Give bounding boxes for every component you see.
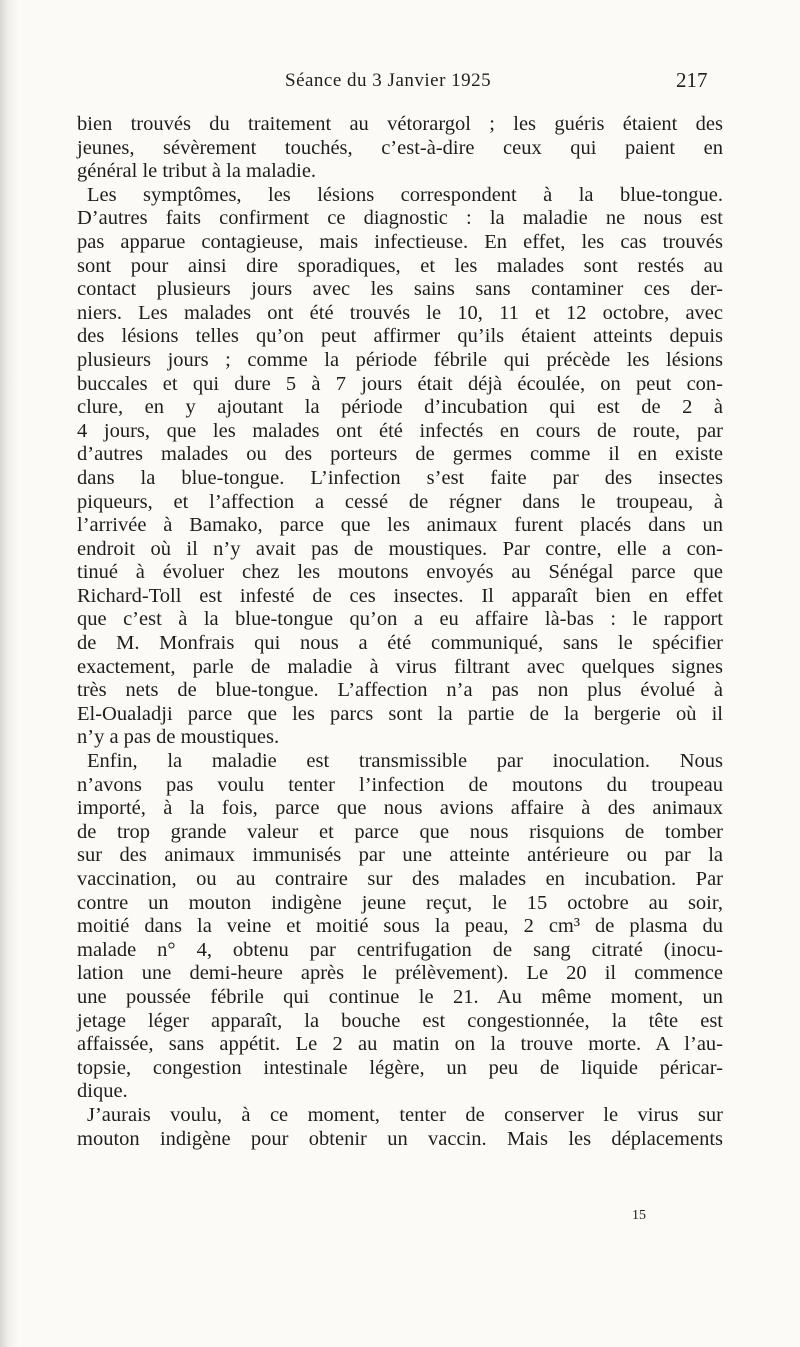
- text-line: endroit où il n’y avait pas de moustiques. Par contre, elle a con-: [77, 537, 723, 560]
- text-line: plusieurs jours ; comme la période fébrile qui précède les lésions: [77, 348, 723, 371]
- text-line: dique.: [77, 1080, 128, 1103]
- running-head: [0, 68, 800, 98]
- text-line: 4 jours, que les malades ont été infectés en cours de route, par: [77, 419, 723, 442]
- text-line: D’autres faits confirment ce diagnostic : la maladie ne nous est: [77, 207, 723, 230]
- text-line: tinué à évoluer chez les moutons envoyés au Sénégal parce que: [77, 561, 723, 584]
- text-line: de trop grande valeur et parce que nous risquions de tomber: [77, 820, 723, 843]
- text-line: Les symptômes, les lésions correspondent à la blue-tongue.: [87, 183, 723, 206]
- page-number: 217: [676, 68, 708, 92]
- text-line: niers. Les malades ont été trouvés le 10, 11 et 12 octobre, avec: [77, 301, 723, 324]
- text-line: d’autres malades ou des porteurs de germes comme il en existe: [77, 443, 723, 466]
- text-line: lation une demi-heure après le prélèvement). Le 20 il commence: [77, 962, 723, 985]
- text-line: jeunes, sévèrement touchés, c’est-à-dire ceux qui paient en: [77, 136, 723, 159]
- text-line: Enfin, la maladie est transmissible par inoculation. Nous: [87, 750, 723, 773]
- text-line: très nets de blue-tongue. L’affection n’a pas non plus évolué à: [77, 679, 723, 702]
- text-line: l’arrivée à Bamako, parce que les animaux furent placés dans un: [77, 514, 723, 537]
- text-line: El-Oualadji parce que les parcs sont la partie de la bergerie où il: [77, 702, 723, 725]
- text-line: de M. Monfrais qui nous a été communiqué, sans le spécifier: [77, 632, 723, 655]
- text-line: que c’est à la blue-tongue qu’on a eu affaire là-bas : le rapport: [77, 608, 723, 631]
- text-line: une poussée fébrile qui continue le 21. Au même moment, un: [77, 985, 723, 1008]
- text-line: contre un mouton indigène jeune reçut, le 15 octobre au soir,: [77, 891, 723, 914]
- text-line: malade n° 4, obtenu par centrifugation de sang citraté (inocu-: [77, 938, 723, 961]
- text-line: sont pour ainsi dire sporadiques, et les malades sont restés au: [77, 254, 723, 277]
- text-line: n’y a pas de moustiques.: [77, 726, 280, 749]
- text-line: importé, à la fois, parce que nous avions affaire à des animaux: [77, 797, 723, 820]
- text-line: contact plusieurs jours avec les sains sans contaminer ces der-: [77, 278, 723, 301]
- text-line: J’aurais voulu, à ce moment, tenter de conserver le virus sur: [87, 1103, 723, 1126]
- text-line: des lésions telles qu’on peut affirmer qu’ils étaient atteints depuis: [77, 325, 723, 348]
- signature-mark: 15: [632, 1208, 646, 1223]
- text-line: pas apparue contagieuse, mais infectieuse. En effet, les cas trouvés: [77, 230, 723, 253]
- text-line: bien trouvés du traitement au vétorargol ; les guéris étaient des: [77, 113, 723, 135]
- text-line: n’avons pas voulu tenter l’infection de moutons du troupeau: [77, 773, 723, 796]
- text-line: exactement, parle de maladie à virus filtrant avec quelques signes: [77, 655, 723, 678]
- text-line: sur des animaux immunisés par une atteinte antérieure ou par la: [77, 844, 723, 867]
- text-line: jetage léger apparaît, la bouche est congestionnée, la tête est: [77, 1009, 723, 1032]
- body-text: [77, 113, 723, 1151]
- text-line: affaissée, sans appétit. Le 2 au matin on la trouve morte. A l’au-: [77, 1033, 723, 1056]
- text-line: clure, en y ajoutant la période d’incubation qui est de 2 à: [77, 396, 723, 419]
- text-line: mouton indigène pour obtenir un vaccin. Mais les déplacements: [77, 1127, 723, 1150]
- text-line: piqueurs, et l’affection a cessé de régner dans le troupeau, à: [77, 490, 723, 513]
- running-head-title: Séance du 3 Janvier 1925: [285, 70, 492, 91]
- text-line: buccales et qui dure 5 à 7 jours était déjà écoulée, on peut con-: [77, 372, 723, 395]
- text-line: Richard-Toll est infesté de ces insectes. Il apparaît bien en effet: [77, 584, 723, 607]
- text-line: moitié dans la veine et moitié sous la peau, 2 cm³ de plasma du: [77, 915, 723, 938]
- text-line: topsie, congestion intestinale légère, un peu de liquide péricar-: [77, 1056, 723, 1079]
- text-line: général le tribut à la maladie.: [77, 160, 317, 183]
- text-line: dans la blue-tongue. L’infection s’est faite par des insectes: [77, 466, 723, 489]
- text-line: vaccination, ou au contraire sur des malades en incubation. Par: [77, 868, 723, 890]
